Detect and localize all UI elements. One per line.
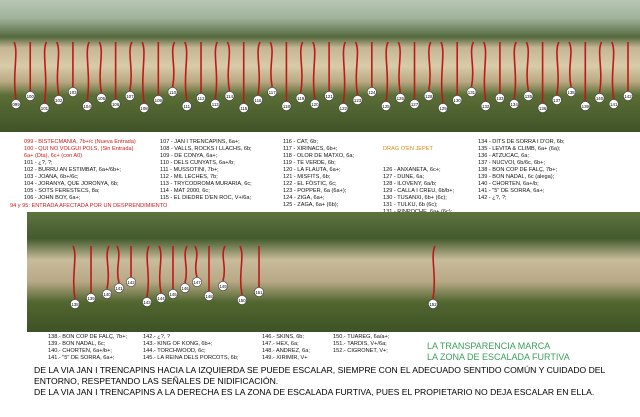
route-marker-label: 151 xyxy=(255,289,263,295)
legend-line: 104 - JORANYA, QUE JORONYA, 6b; xyxy=(24,181,119,187)
legend-line: 126 - ANXANETA, 6c+; xyxy=(383,167,441,173)
legend-line: 109 - DE CONYA, 6a+; xyxy=(160,153,218,159)
route-marker-label: 111 xyxy=(183,103,191,109)
route-marker-label: 114 xyxy=(225,93,233,99)
route-marker-label: 139 xyxy=(581,103,589,109)
route-marker-label: 140 xyxy=(103,291,111,297)
route-line xyxy=(569,42,571,87)
legend-line: 123 - POPPER, 6a (6a+); xyxy=(283,188,347,194)
legend-bottom-col2 xyxy=(143,334,238,362)
route-line xyxy=(142,42,144,103)
route-line xyxy=(185,42,187,101)
legend-line: 121 - MISFITS, 6b; xyxy=(283,174,331,180)
route-line xyxy=(73,246,75,299)
route-line xyxy=(386,42,388,101)
legend-line: 140.- CHORTEN, 6a+/b+; xyxy=(48,348,112,354)
route-line xyxy=(429,42,431,91)
legend-line: 149.- XIRIMIR, V+ xyxy=(262,355,308,361)
legend-line: 102 - BURRU AN ESTIMBAT, 6a+/6b+; xyxy=(24,167,121,173)
route-line xyxy=(223,246,225,281)
legend-line: 128 - ILOVENY, 6a/b; xyxy=(383,181,437,187)
legend-bottom-col1 xyxy=(48,334,127,362)
route-marker-label: 127 xyxy=(410,101,419,107)
legend-line: 113 - TRYCODROMA MURARIA, 6c; xyxy=(160,181,252,187)
route-marker-label: 106 xyxy=(111,101,120,107)
route-marker-label: 135 xyxy=(524,93,533,99)
route-marker-label: 144 xyxy=(157,295,165,301)
route-marker-label: 134 xyxy=(510,101,518,107)
legend-line: 147.- HEX, 6a; xyxy=(262,341,299,347)
crag-photo-bottom xyxy=(27,212,640,332)
route-marker-label: 110 xyxy=(169,89,177,95)
route-marker-label: 116 xyxy=(254,97,262,103)
route-marker-label: 126 xyxy=(396,95,404,101)
route-line xyxy=(159,246,161,293)
route-marker-label: 141 xyxy=(115,285,123,291)
legend-left xyxy=(24,139,136,202)
route-marker-label: 146 xyxy=(181,285,189,291)
route-marker-label: 137 xyxy=(553,97,561,103)
route-marker-label: 112 xyxy=(197,95,205,101)
furtive-zone-note xyxy=(427,341,570,363)
route-marker-label: 103 xyxy=(69,89,77,95)
access-notice-p1: DE LA VIA JAN I TRENCAPINS HACIA LA IZQUIERDA SE PUEDE ESCALAR, SIEMPRE CON EL ADECUADO SENTIDO COMÚN Y CUIDADO DEL ENTORNO, RESPETANDO LAS SEÑALES DE NIDIFICACIÓN. xyxy=(34,365,605,386)
route-line xyxy=(600,42,602,93)
route-marker-label: 122 xyxy=(339,105,348,111)
route-line xyxy=(612,42,614,99)
legend-line: 105 - SOTS FERESTECS, 8a; xyxy=(24,188,100,194)
route-marker-label: 123 xyxy=(353,97,362,103)
route-line xyxy=(433,246,435,299)
route-line xyxy=(313,42,315,99)
legend-line: 142.- ¿?, ? xyxy=(143,334,171,340)
legend-line: 120 - LA FLAUTA, 6a+; xyxy=(283,167,341,173)
route-overlay-top xyxy=(0,0,640,132)
access-notice xyxy=(34,365,634,397)
route-line xyxy=(14,42,16,99)
legend-line: 145.- LA REINA DELS PORCOTS, 6b; xyxy=(143,355,239,361)
route-line xyxy=(215,42,217,99)
legend-line: 112 - MIL LECHES, 7b; xyxy=(160,174,218,180)
route-marker-label: 129 xyxy=(439,105,447,111)
legend-line: 122 - EL FÒSTIC, 6c; xyxy=(283,181,337,187)
route-marker-label: 138 xyxy=(567,89,575,95)
route-line xyxy=(270,42,272,87)
legend-line: 137 - NUCVOI, 6b/6c, 6b+; xyxy=(478,160,546,166)
legend-line: 099 - BISTECMANIA, 7b+/c (Nueva Entrada) xyxy=(24,139,136,145)
route-marker-label: 152 xyxy=(429,301,437,307)
legend-line: 127 - DUNE, 6a; xyxy=(383,174,425,180)
legend-line: 103 - JOANA, 6b+/6c; xyxy=(24,174,79,180)
legend-line: 107 - JAN I TRENCAPINS, 6a+; xyxy=(160,139,240,145)
route-marker-label: 145 xyxy=(169,291,177,297)
route-marker-label: 133 xyxy=(496,95,504,101)
route-marker-label: 104 xyxy=(83,103,91,109)
legend-line: 118 - OLOR DE MATXO, 6a; xyxy=(283,153,354,159)
route-line xyxy=(484,42,486,101)
route-line xyxy=(44,42,46,103)
route-marker-label: 120 xyxy=(311,101,319,107)
route-marker-label: 100 xyxy=(26,93,34,99)
route-line xyxy=(356,42,358,95)
route-line xyxy=(99,42,101,93)
legend-line: 138.- BON COP DE FALÇ, 7b+; xyxy=(48,334,128,340)
legend-line: 125 - ZAGA, 6a+ (6b); xyxy=(283,202,339,208)
route-marker-label: 138 xyxy=(71,301,79,307)
route-marker-label: 107 xyxy=(126,93,134,99)
legend-line: 101 - ¿?, ?; xyxy=(24,160,53,166)
route-marker-label: 142 xyxy=(624,93,632,99)
route-marker-label: 099 xyxy=(12,101,20,107)
route-marker-label: 130 xyxy=(453,97,461,103)
legend-line: 139 - BON NADAL, 6c (alega); xyxy=(478,174,555,180)
route-marker-label: 117 xyxy=(268,89,276,95)
route-marker-label: 109 xyxy=(154,97,162,103)
route-line xyxy=(398,42,400,93)
route-marker-label: 140 xyxy=(595,95,604,101)
route-line xyxy=(557,42,559,95)
legend-line: 136 - ATZUCAC, 6a; xyxy=(478,153,529,159)
legend-line: 134 - DITS DE SORRA I D'OR, 6b; xyxy=(478,139,565,145)
legend-line: 152.- CIGRONET, V+; xyxy=(333,348,388,354)
route-marker-label: 125 xyxy=(382,103,390,109)
route-marker-label: 128 xyxy=(425,93,433,99)
legend-line: 143.- KING OF KONG, 6b+; xyxy=(143,341,213,347)
route-marker-label: 115 xyxy=(240,105,248,111)
legend-line: 138 - BON COP DE FALÇ, 7b+; xyxy=(478,167,558,173)
legend-line: 129 - CALLA I CREU, 6b/b+; xyxy=(383,188,455,194)
route-line xyxy=(343,42,345,103)
legend-line: 100 - QUI NO VOLGUI POLS, (Sin Entrada) xyxy=(24,146,134,152)
legend-line: 146.- SKINS, 6b; xyxy=(262,334,304,340)
legend-note: 94 y 95: ENTRADA AFECTADA POR UN DESPRENDIMIENTO xyxy=(10,203,168,209)
route-marker-label: 132 xyxy=(482,103,490,109)
legend-line: 148.- ANDREZ, 6a; xyxy=(262,348,310,354)
route-line xyxy=(471,42,473,87)
route-marker-label: 113 xyxy=(211,101,219,107)
legend-line: 141.- "5" DE SORRA, 6a+; xyxy=(48,355,115,361)
furtive-zone-line1: LA TRANSPARENCIA MARCA xyxy=(427,341,551,351)
legend-line: 110 - DELS CUNYATS, 6a+/b; xyxy=(160,160,235,166)
legend-line: 150.- TUAREG, 6a/a+; xyxy=(333,334,390,340)
route-line xyxy=(147,246,149,297)
route-line xyxy=(441,42,443,103)
legend-line: 140 - CHORTEN, 6a+/b; xyxy=(478,181,539,187)
legend-line: 135 - LEVITA & CLIMB, 6a+ (6a); xyxy=(478,146,561,152)
legend-line: 141 - "5" DE SORRA, 6a+; xyxy=(478,188,545,194)
route-line xyxy=(57,42,59,95)
legend-bottom-col4 xyxy=(333,334,389,355)
route-line xyxy=(130,42,132,91)
route-marker-label: 105 xyxy=(97,95,106,101)
route-line xyxy=(117,246,119,283)
furtive-zone-line2: LA ZONA DE ESCALADA FURTIVA xyxy=(427,352,570,362)
route-marker-label: 118 xyxy=(282,103,290,109)
route-marker-label: 149 xyxy=(219,283,227,289)
route-overlay-bottom xyxy=(27,212,640,332)
legend-line: 142 - ¿?, ?; xyxy=(478,195,507,201)
route-line xyxy=(173,42,175,87)
route-marker-label: 141 xyxy=(610,101,618,107)
legend-line: 131 - TULKU, 6b (6c); xyxy=(383,202,438,208)
sector-title: DRAG O'EN JEPET xyxy=(383,146,433,152)
access-notice-p2: DE LA VIA JAN I TRENCAPINS A LA DERECHA ES LA ZONA DE ESCALADA FURTIVA, PUES EL PROPIETARIO NO DEJA ESCALAR EN ELLA. xyxy=(34,386,595,397)
route-line xyxy=(526,42,528,91)
legend-line: 139.- BON NADAL, 6c; xyxy=(48,341,106,347)
legend-line: 115 - EL DIEDRE D'EN ROC, V+/6a; xyxy=(160,195,252,201)
route-line xyxy=(107,246,109,289)
route-marker-label: 131 xyxy=(467,89,476,95)
route-line xyxy=(195,246,197,277)
route-marker-label: 101 xyxy=(40,105,49,111)
legend-right xyxy=(478,139,565,202)
legend-line: 119 - TE VERDE, 6b; xyxy=(283,160,336,166)
legend-mid1 xyxy=(160,139,252,202)
route-line xyxy=(227,42,229,91)
crag-photo-top xyxy=(0,0,640,132)
legend-line: 108 - VALLS, ROCKS I LLACHS, 6b; xyxy=(160,146,252,152)
legend-line: 117 - XIRINACS, 6b+; xyxy=(283,146,338,152)
route-marker-label: 143 xyxy=(143,299,151,305)
legend-mid2 xyxy=(283,139,354,209)
route-marker-label: 148 xyxy=(205,293,213,299)
route-line xyxy=(185,246,187,283)
route-marker-label: 139 xyxy=(87,295,95,301)
route-marker-label: 147 xyxy=(193,279,201,285)
route-marker-label: 150 xyxy=(238,297,246,303)
route-line xyxy=(514,42,516,99)
legend-line: 111 - MUSSOTINI, 7b+; xyxy=(160,167,219,173)
route-marker-label: 102 xyxy=(55,97,63,103)
route-marker-label: 119 xyxy=(297,95,305,101)
legend-line: 6a+ (Dta), 6c+ (con A0) xyxy=(24,153,83,159)
legend-line: 106 - JOHN BOY, 6a+; xyxy=(24,195,81,201)
route-line xyxy=(258,42,260,95)
legend-line: 144.- TORCHWOOD, 6c; xyxy=(143,348,206,354)
route-marker-label: 136 xyxy=(538,105,547,111)
route-marker-label: 142 xyxy=(127,279,135,285)
legend-bottom-col3 xyxy=(262,334,310,362)
route-marker-label: 121 xyxy=(325,93,333,99)
route-line xyxy=(240,246,242,295)
route-line xyxy=(301,42,303,93)
route-line xyxy=(87,42,89,101)
route-marker-label: 108 xyxy=(140,105,148,111)
legend-line: 124 - ZIGA, 6a+; xyxy=(283,195,325,201)
legend-line: 151.- TARDIS, V+/6a; xyxy=(333,341,387,347)
legend-line: 114 - MAT 2000, 6c; xyxy=(160,188,210,194)
route-marker-label: 124 xyxy=(368,89,376,95)
legend-line: 116 - CAT, 6b; xyxy=(283,139,318,145)
legend-line: 130 - TUSANXI, 6b+ (6c); xyxy=(383,195,447,201)
